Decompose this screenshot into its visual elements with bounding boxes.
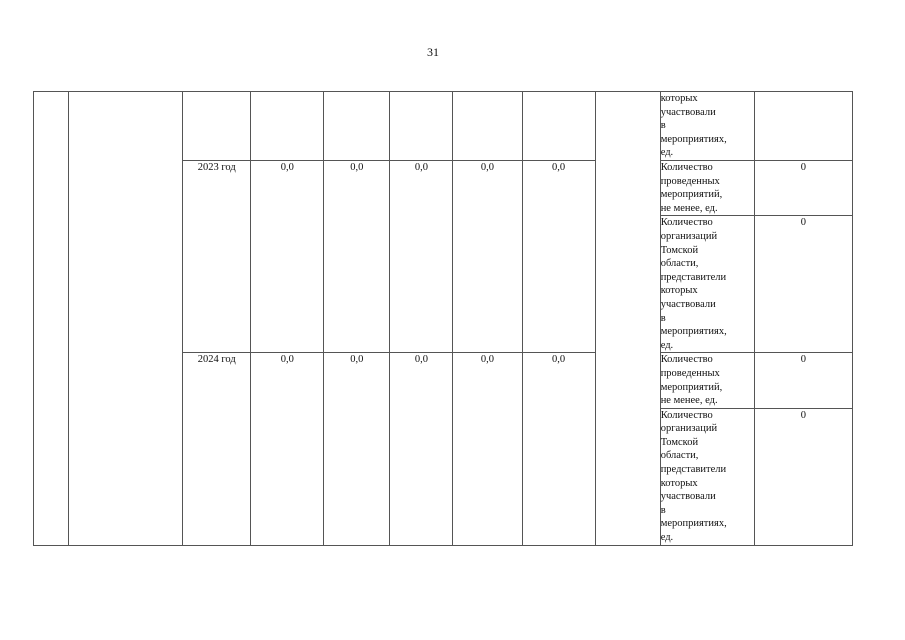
value-cell: 0,0 [453,161,522,353]
indicator-name-cell: Количество проведенных мероприятий, не менее, ед. [660,353,754,408]
indicator-name-cell: Количество организаций Томской области, представители которых участвовали в мероприятиях, ед. [660,216,754,353]
indicator-name-cell: Количество проведенных мероприятий, не менее, ед. [660,161,754,216]
indicator-target-cell: 0 [754,216,852,353]
task-name-cell [69,92,183,546]
value-cell: 0,0 [324,353,390,545]
value-cell [324,92,390,161]
indicator-name-cell: Количество организаций Томской области, представители которых участвовали в мероприятиях, ед. [660,408,754,545]
indicator-name-cell: которых участвовали в мероприятиях, ед. [660,92,754,161]
value-cell [390,92,453,161]
value-cell: 0,0 [522,353,595,545]
value-cell: 0,0 [251,161,324,353]
year-cell: 2024 год [183,353,251,545]
number-cell [34,92,69,546]
value-cell [251,92,324,161]
indicator-target-cell [754,92,852,161]
indicator-target-cell: 0 [754,408,852,545]
value-cell: 0,0 [324,161,390,353]
value-cell [522,92,595,161]
executor-cell [595,92,660,546]
value-cell [453,92,522,161]
value-cell: 0,0 [522,161,595,353]
value-cell: 0,0 [453,353,522,545]
value-cell: 0,0 [390,353,453,545]
year-cell: 2023 год [183,161,251,353]
value-cell: 0,0 [390,161,453,353]
value-cell: 0,0 [251,353,324,545]
indicator-target-cell: 0 [754,353,852,408]
indicator-target-cell: 0 [754,161,852,216]
year-cell [183,92,251,161]
table-row-continuation [34,92,853,161]
page-number: 31 [427,45,439,59]
program-table [33,91,853,546]
